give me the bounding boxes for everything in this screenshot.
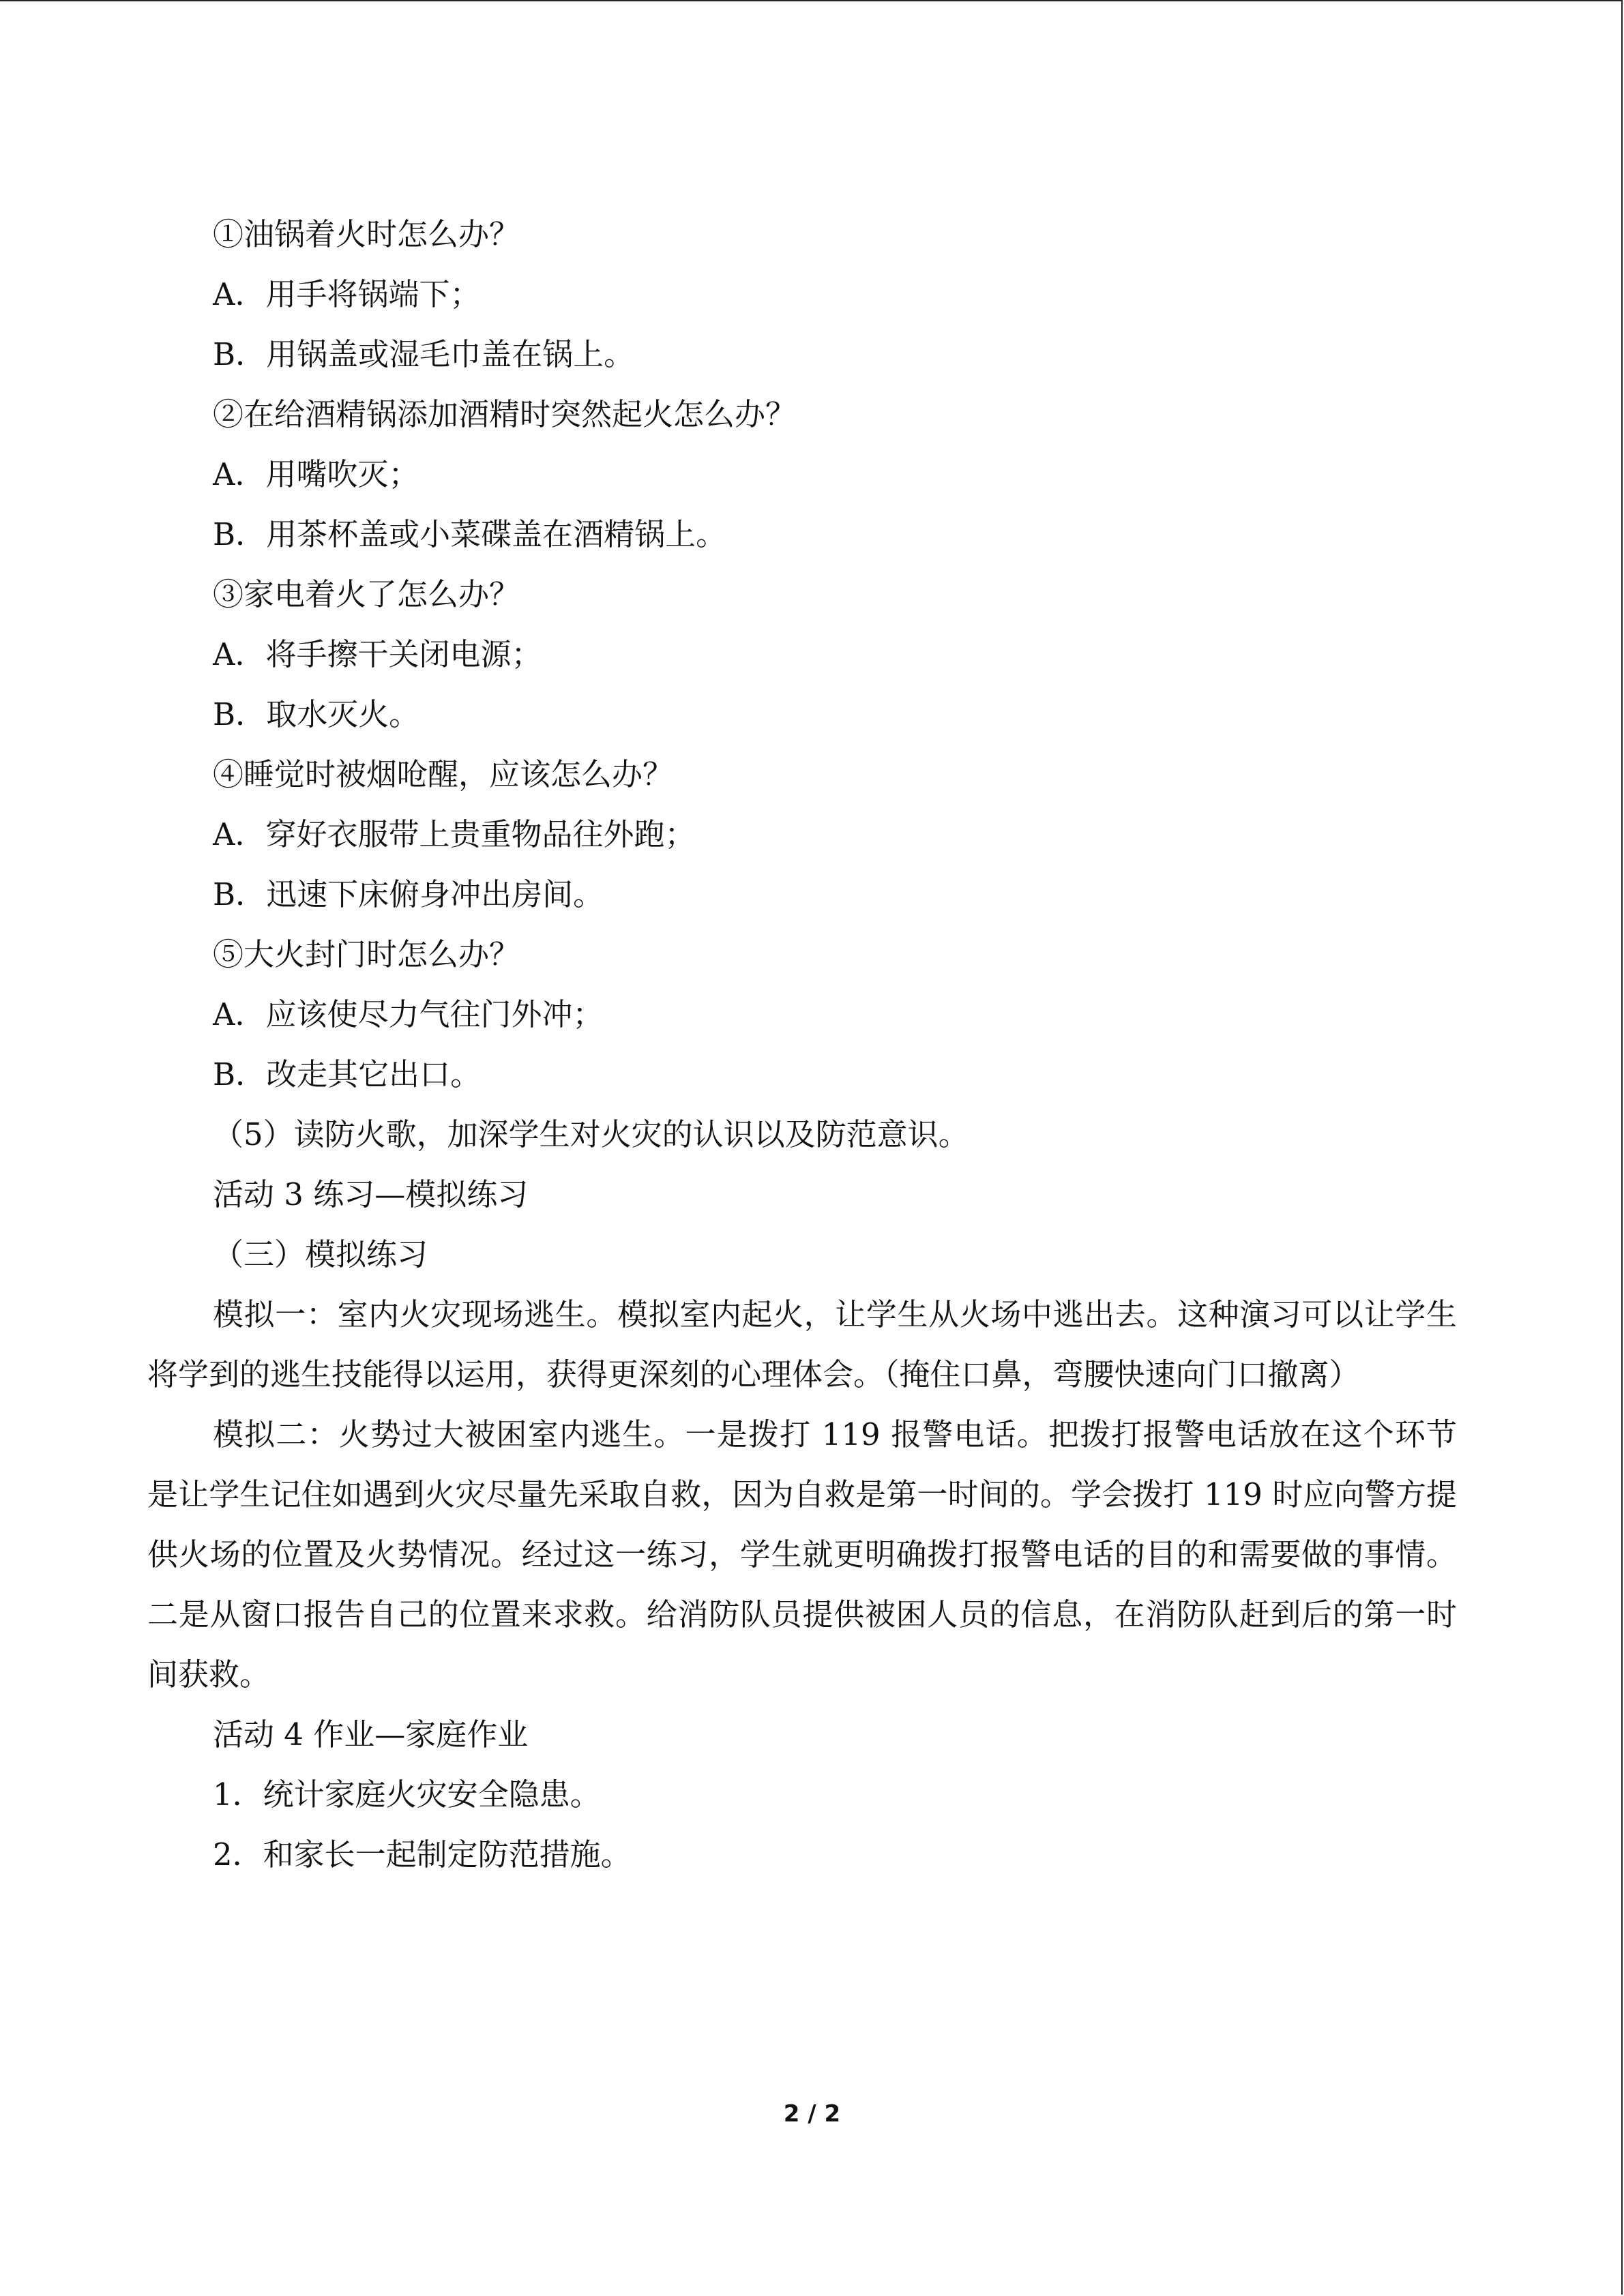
question-3-option-a: A．将手擦干关闭电源； bbox=[213, 636, 542, 672]
question-1: ①油锅着火时怎么办？ bbox=[213, 216, 520, 252]
simulation-1-paragraph: 模拟一：室内火灾现场逃生。模拟室内起火，让学生从火场中逃出去。这种演习可以让学生将学到的逃生技能得以运用，获得更深刻的心理体会。（掩住口鼻，弯腰快速向门口撤离） bbox=[147, 1296, 1457, 1392]
document-body bbox=[147, 205, 1457, 1885]
question-2-option-b: B．用茶杯盖或小菜碟盖在酒精锅上。 bbox=[213, 516, 727, 552]
question-4: ④睡觉时被烟呛醒，应该怎么办？ bbox=[213, 756, 674, 792]
question-5-option-b: B．改走其它出口。 bbox=[213, 1056, 482, 1092]
homework-item-2: 2．和家长一起制定防范措施。 bbox=[213, 1836, 632, 1873]
activity-4-heading: 活动 4 作业—家庭作业 bbox=[213, 1716, 529, 1753]
simulation-2-paragraph: 模拟二：火势过大被困室内逃生。一是拨打 119 报警电话。把拨打报警电话放在这个环节是让学生记住如遇到火灾尽量先采取自救，因为自救是第一时间的。学会拨打 119 时应向警方提供火场的位置及火势情况。经过这一练习，学生就更明确拨打报警电话的目的和需要做的事情。二是从窗口报告自己的位置来求救。给消防队员提供被困人员的信息，在消防队赶到后的第一时间获救。 bbox=[147, 1416, 1457, 1693]
step-5-fire-song: （5）读防火歌，加深学生对火灾的认识以及防范意识。 bbox=[213, 1116, 969, 1152]
homework-item-1: 1．统计家庭火灾安全隐患。 bbox=[213, 1776, 601, 1813]
section-3-heading: （三）模拟练习 bbox=[213, 1236, 428, 1272]
question-3-option-b: B．取水灭火。 bbox=[213, 696, 420, 732]
question-4-option-a: A．穿好衣服带上贵重物品往外跑； bbox=[213, 816, 696, 852]
page-number: 2 / 2 bbox=[783, 2100, 841, 2128]
question-5: ⑤大火封门时怎么办？ bbox=[213, 936, 520, 972]
activity-3-heading: 活动 3 练习—模拟练习 bbox=[213, 1176, 529, 1212]
question-5-option-a: A．应该使尽力气往门外冲； bbox=[213, 996, 604, 1032]
question-2: ②在给酒精锅添加酒精时突然起火怎么办？ bbox=[213, 396, 797, 432]
question-4-option-b: B．迅速下床俯身冲出房间。 bbox=[213, 876, 604, 912]
question-1-option-a: A．用手将锅端下； bbox=[213, 276, 481, 312]
question-2-option-a: A．用嘴吹灭； bbox=[213, 456, 419, 492]
question-3: ③家电着火了怎么办？ bbox=[213, 576, 520, 612]
question-1-option-b: B．用锅盖或湿毛巾盖在锅上。 bbox=[213, 336, 635, 372]
